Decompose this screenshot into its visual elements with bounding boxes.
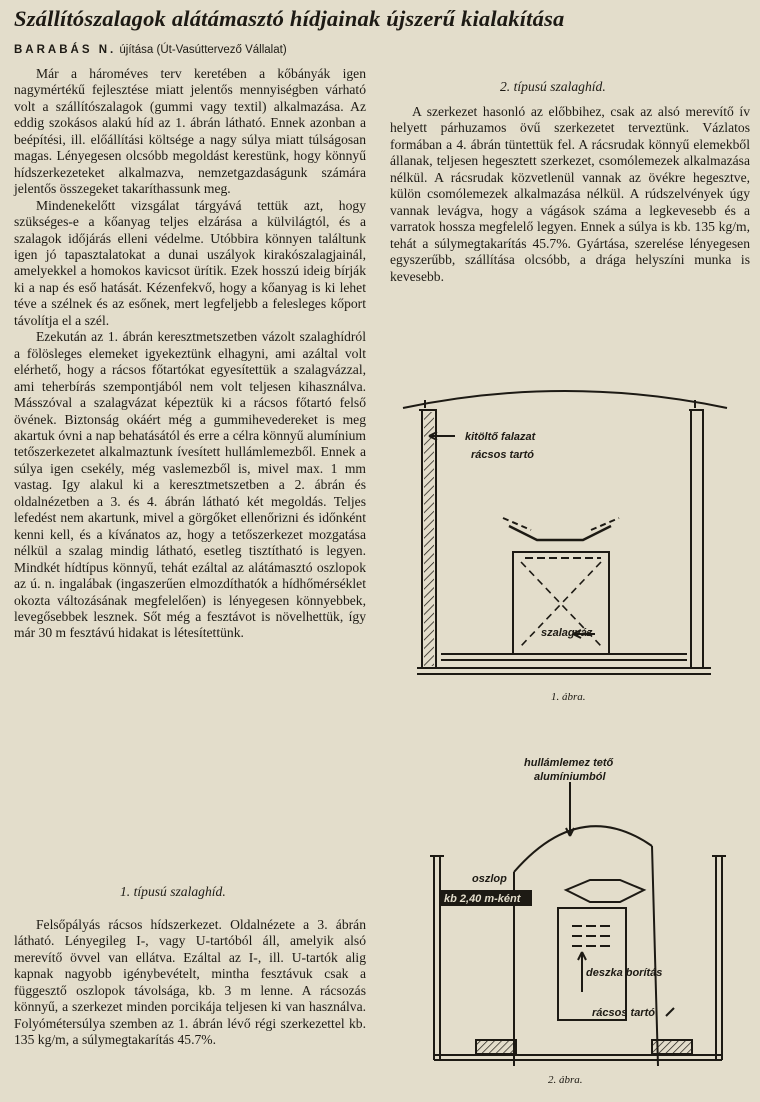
label-truss-1: rácsos tartó — [471, 449, 534, 461]
figure-1-diagram — [395, 380, 735, 685]
label-boarding: deszka borítás — [586, 967, 663, 979]
roof-arc — [514, 826, 652, 872]
section1-text — [14, 917, 366, 1049]
paragraph-1: Már a hároméves terv keretében a kőbányák igen nagymértékű fejlesztése miatt jelentős mennyiségben várható volt a szállítószalagok (gummi vagy textil) alkalmazása. Az eddig szokásos alakú híd az 1. ábrán látható. Ennek azonban a beépítési, ill. előállítási költsége a nagy súlya miatt túlságosan magas. Lényegesen olcsóbb megoldást kerestünk, hogy könnyű hídszerkezeteket alkalmazva, nemzetgazdaságunk számára jelentős összegeket takaríthassunk meg. — [14, 66, 366, 197]
right-wall — [691, 410, 703, 668]
figure-2-caption: 2. ábra. — [548, 1074, 583, 1086]
section2-paragraph: A szerkezet hasonló az előbbihez, csak az alsó merevítő ív helyett párhuzamos övű szerkezetet terveztünk. Vázlatos formában a 4. ábrán tüntettük fel. A rácsrudak könnyű elemekből állanak, teljesen hegesztett szerkezet, csomólemezek alkalmazása nélkül. A rácsrudak közvetlenül vannak az övékre hegesztve, külön csomólemezek alkalmazása nélkül. A rúdszelvények úgy vannak levágva, hogy a vágások száma a legkevesebb és a varratok hossza megfelelő legyen. Ennek a súlya is kb. 135 kg/m, tehát a súlymegtakarítás 45.7%. Gyártása, szerelése lényegesen egyszerűbb, szállítása olcsóbb, a drága helyszíni munka is kevesebb. — [390, 104, 750, 284]
author-name: BARABÁS N. — [14, 44, 117, 56]
section2-heading: 2. típusú szalaghíd. — [500, 79, 606, 94]
article-title: Szállítószalagok alátámasztó hídjainak újszerű kialakítása — [14, 6, 565, 31]
label-roof-line1: hullámlemez tető — [524, 757, 614, 769]
figure-1-caption: 1. ábra. — [551, 691, 586, 703]
figure-2-diagram — [420, 740, 750, 1065]
label-fill-wall: kitöltő falazat — [465, 431, 536, 443]
label-roof-line2: alumíniumból — [534, 771, 606, 783]
byline-affiliation: újítása (Út-Vasúttervező Vállalat) — [119, 44, 287, 56]
left-column — [14, 66, 366, 642]
label-truss-2: rácsos tartó — [592, 1007, 655, 1019]
byline — [14, 44, 287, 56]
paragraph-3: Ezekután az 1. ábrán keresztmetszetben vázolt szalaghídról a fölösleges elemeket igyekeztünk elhagyni, ami azáltal volt elérhető, hogy a rácsos főtartókat egyesítettük a szalagvázzal, ami teherbírás szempontjából nem volt teljesen kihasználva. Másszóval a szalagvázat képeztük ki a rácsos főtartó felső övének. Biztonság okáért még a gummihevedereket is meg akartuk óvni a nap behatásától és erre a célra könnyű alumínium tetőszerkezetet alkalmaztunk ívesített hullámlemezből. Ennek a súlya igen csekély, még vaslemezből is, mivel max. 1 mm vastag. Igy alakul ki a keresztmetszetben a 2. ábrán és oldalnézetben a 3. és 4. ábrán látható két megoldás. Teljes lefedést nem akartunk, mivel a görgőket ellenőrizni és időnként kenni kell, és a kívánatos az, hogy a tetőszerkezet mozgatása nélkül a szalag mindig látható, esetleg tisztítható is legyen. Mindkét hídtípus könnyű, tehát ezáltal az alátámasztó oszlopok az ú. n. ingalábak (ingaszerűen elmozdíthatók a hídhőmérséklet okozta változásának megfelelően) is lényegesen könnyebbek, levegősebbek lesznek. Sőt még a fesztávot is növelhettük, így már 30 m fesztávú hidakat is létesítettünk. — [14, 329, 366, 641]
label-spacing: kb 2,40 m-ként — [444, 893, 521, 905]
section1-heading: 1. típusú szalaghíd. — [120, 884, 226, 899]
section2-text — [390, 104, 750, 285]
section1-paragraph: Felsőpályás rácsos hídszerkezet. Oldalnézete a 3. ábrán látható. Lényegileg I-, vagy U-tartóból áll, amelyik alsó merevítő övvel van ellátva. Ezáltal az I-, ill. U-tartók alig kapnak nagyobb igénybevételt, mintha fesztávuk csak a függesztő oszlopok távolsága, kb. 3 m lenne. A rácsozás könnyű, a szerkezet minden porcikája teljesen ki van használva. Folyómétersúlya szemben az 1. ábrán lévő régi szerkezettel kb. 135 kg/m, a súlymegtakarítás 45.7%. — [14, 917, 366, 1048]
label-column: oszlop — [472, 873, 507, 885]
label-belt-frame: szalagváz — [541, 627, 593, 639]
right-column — [716, 856, 722, 1060]
roof-arc — [403, 391, 727, 408]
paragraph-2: Mindenekelőtt vizsgálat tárgyává tettük azt, hogy szükséges-e a kőanyag teljes elzárása a külvilágtól, és a szalagok időjárás elleni védelme. Utóbbira könnyen találtunk igen jó tapasztalatokat a dunai uszályok kirakószalagjainál, amelyekkel a homokos kavicsot ürítik. Ezek hosszú ideig bírják ki a nap és eső hatását. Kézenfekvő, hogy a kőanyag is ki lehet téve a szélnek és az esőnek, mert legfeljebb a felesleges kőport távolítja el a szél. — [14, 197, 366, 328]
truss-box — [558, 908, 626, 1020]
left-column — [434, 856, 440, 1060]
